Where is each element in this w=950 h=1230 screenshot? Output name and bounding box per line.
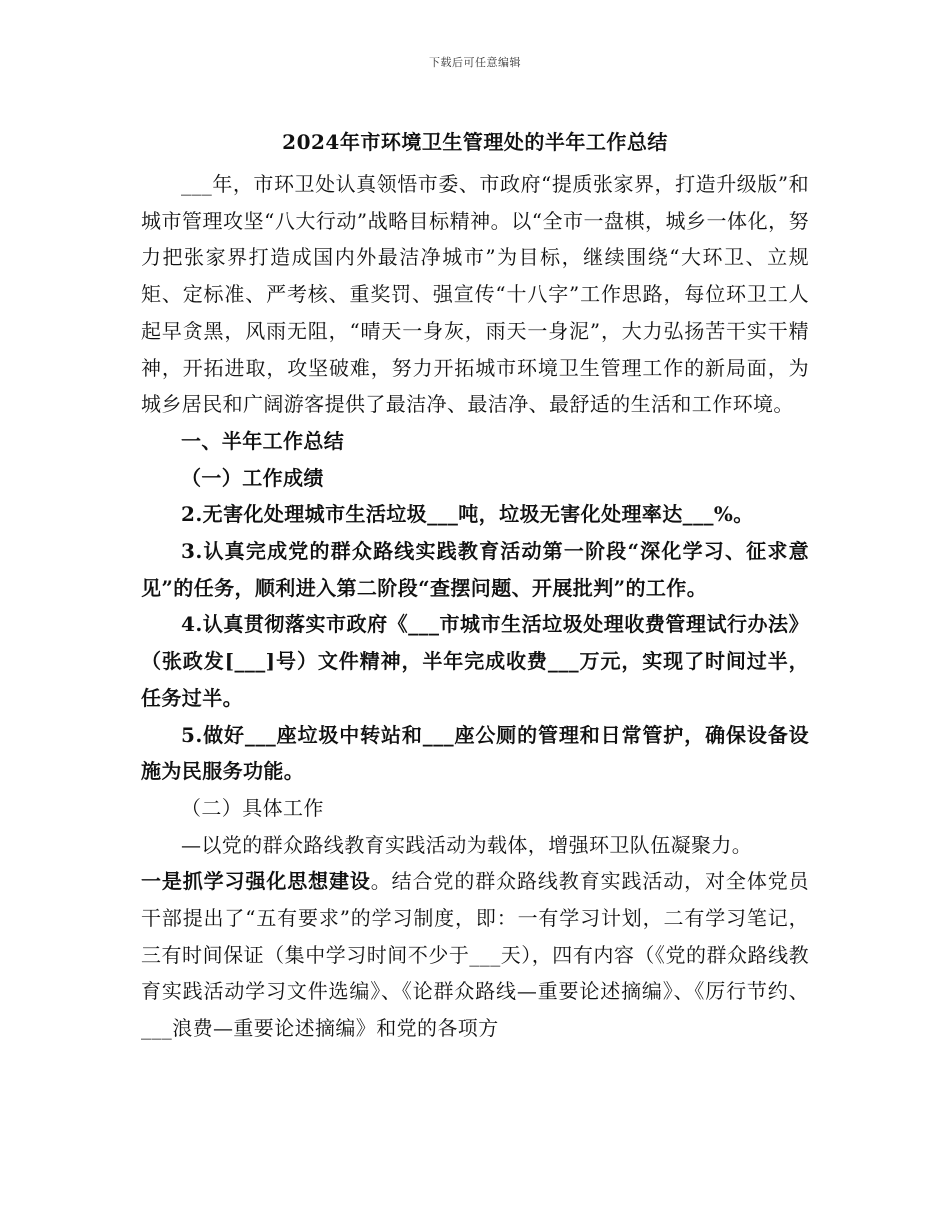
intro-paragraph: ___年，市环卫处认真领悟市委、市政府“提质张家界，打造升级版”和城市管理攻坚“八大行动”战略目标精神。以“全市一盘棋，城乡一体化，努力把张家界打造成国内外最洁净城市”为目标，继续围绕“大环卫、立规矩、定标准、严考核、重奖罚、强宣传“十八字”工作思路，每位环卫工人起早贪黑，风雨无阻，“晴天一身灰，雨天一身泥”，大力弘扬苦干实干精神，开拓进取，攻坚破难，努力开拓城市环境卫生管理工作的新局面，为城乡居民和广阔游客提供了最洁净、最洁净、最舒适的生活和工作环境。: [141, 172, 809, 417]
achievement-item: 4.认真贯彻落实市政府《___市城市生活垃圾处理收费管理试行办法》（张政发[___]号）文件精神，半年完成收费___万元，实现了时间过半，任务过半。: [141, 612, 809, 710]
work-lead-paragraph: —以党的群众路线教育实践活动为载体，增强环卫队伍凝聚力。: [181, 832, 753, 857]
work-detail-paragraph: [141, 863, 809, 1047]
body-text: 。结合党的群众路线教育实践活动，对全体党员干部提出了“五有要求”的学习制度，即：一有学习计划，二有学习笔记，三有时间保证（集中学习时间不少于___天），四有内容（《党的群众路线教育实践活动学习文件选编》、《论群众路线—重要论述摘编》、《厉行节约、___浪费—重要论述摘编》和党的各项方: [141, 869, 809, 1041]
emphasis-text: 一是抓学习强化思想建设: [141, 869, 371, 894]
section-heading: 一、半年工作总结: [181, 428, 345, 453]
document-body: [141, 166, 809, 1047]
achievement-item: 2.无害化处理城市生活垃圾___吨，垃圾无害化处理率达___%。: [181, 502, 754, 527]
achievement-item: 5.做好___座垃圾中转站和___座公厕的管理和日常管护，确保设备设施为民服务功能。: [141, 722, 809, 784]
document-title: 2024年市环境卫生管理处的半年工作总结: [282, 130, 668, 154]
subsection-heading: （二）具体工作: [181, 795, 324, 820]
header-note: 下载后可任意编辑: [429, 56, 521, 69]
achievement-item: 3.认真完成党的群众路线实践教育活动第一阶段“深化学习、征求意见”的任务，顺利进入第二阶段“查摆问题、开展批判”的工作。: [141, 539, 809, 600]
subsection-heading: （一）工作成绩: [181, 465, 324, 490]
